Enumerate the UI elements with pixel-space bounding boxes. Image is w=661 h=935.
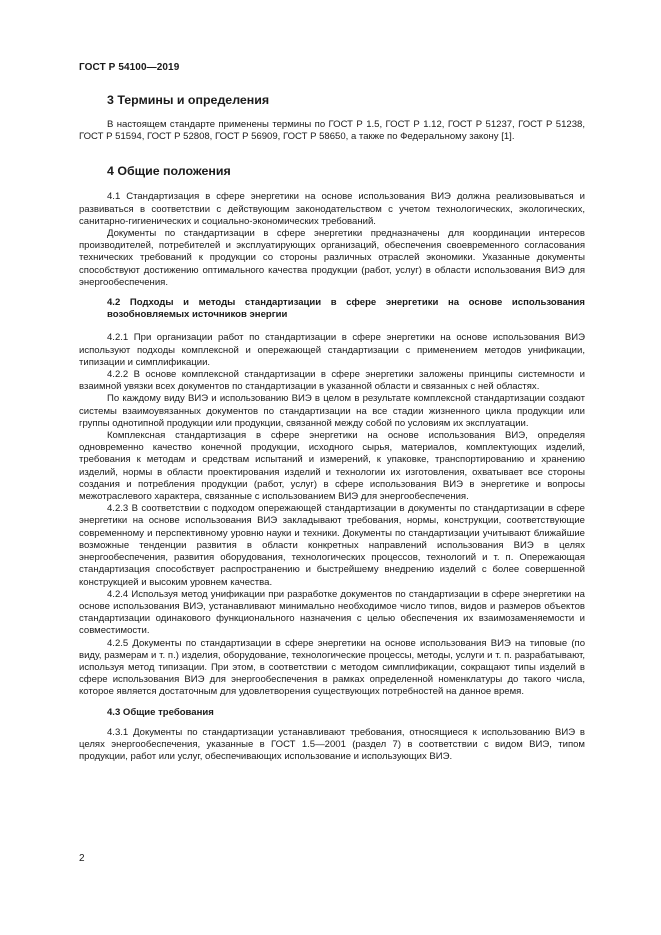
section-3-paragraph: В настоящем стандарте применены термины по ГОСТ Р 1.5, ГОСТ Р 1.12, ГОСТ Р 51237, ГОСТ Р 51238, ГОСТ Р 51594, ГОСТ Р 52808, ГОСТ Р 56909, ГОСТ Р 58650, а также по Федеральному закону [1]. xyxy=(79,119,585,143)
clause-4-2-2-paragraph-3: Комплексная стандартизация в сфере энергетики на основе использования ВИЭ, определяя одновременно качество конечной продукции, исходного сырья, материалов, комплектующих изделий, требования к методам и средствам испытаний и измерений, к упаковке, транспортированию и хранению изделий, нормы в области проектирования изделий и технологии их изготовления, охватывает все стороны создания и потребления продукции (работ, услуг) в сфере использования ВИЭ в энергетике и вопросы межотраслевого характера, связанные с использованием ВИЭ для энергообеспечения. xyxy=(79,430,585,503)
clause-4-2-5: 4.2.5 Документы по стандартизации в сфере энергетики на основе использования ВИЭ на типовые (по виду, размерам и т. п.) изделия, оборудование, технологические процессы, методы, услуги и т. п. разрабатывают, используя метод типизации. При этом, в соответствии с методом симплификации, сокращают типы изделий в сфере использования ВИЭ для энергообеспечения в рамках определенной номенклатуры до такого числа, которое является достаточным для удовлетворения существующих потребностей на данное время. xyxy=(79,637,585,698)
clause-4-2-1: 4.2.1 При организации работ по стандартизации в сфере энергетики на основе использования ВИЭ используют подходы комплексной и опережающей стандартизации с применением методов унификации, типизации и симплификации. xyxy=(79,332,585,368)
clause-4-1: 4.1 Стандартизация в сфере энергетики на основе использования ВИЭ должна реализовываться и развиваться в соответствии с действующим законодательством с учетом технологических, экологических, санитарно-гигиенических и социально-экономических требований. xyxy=(79,191,585,227)
page-number: 2 xyxy=(79,853,85,864)
document-header-code: ГОСТ Р 54100—2019 xyxy=(79,62,180,73)
clause-4-2-2: 4.2.2 В основе комплексной стандартизации в сфере энергетики заложены принципы системности и взаимной увязки всех документов по стандартизации в указанной области и связанных с ней областях. xyxy=(79,369,585,393)
clause-4-3-1: 4.3.1 Документы по стандартизации устанавливают требования, относящиеся к использованию ВИЭ в целях энергообеспечения, указанные в ГОСТ 1.5—2001 (раздел 7) в соответствии с видом ВИЭ, типом продукции, работ или услуг, обеспечивающих использование и использующих ВИЭ. xyxy=(79,726,585,763)
section-3-title: 3 Термины и определения xyxy=(107,93,270,107)
clause-4-2-3: 4.2.3 В соответствии с подходом опережающей стандартизации в документы по стандартизации в сфере энергетики на основе использования ВИЭ закладывают требования, нормы, конструкции, соответствующие современному и перспективному уровню науки и техники. Документы по стандартизации учитывают ближайшие возможные тенденции развития в области конкретных направлений использования ВИЭ в целях энергообеспечения, развития оборудования, технологических процессов, технологий и т. п. Опережающая стандартизация способствует распространению и быстрейшему внедрению изделий с более совершенной конструкцией и высоким уровнем качества. xyxy=(79,503,585,588)
document-body xyxy=(79,91,585,763)
subsection-4-3-title: 4.3 Общие требования xyxy=(107,706,214,718)
clause-4-2-2-paragraph-2: По каждому виду ВИЭ и использованию ВИЭ в целом в результате комплексной стандартизации создают системы взаимоувязанных документов по стандартизации на все стадии жизненного цикла продукции или группы однотипной продукции или продукции, связанной между собой по условиям их эксплуатации. xyxy=(79,393,585,429)
subsection-4-2-title: 4.2 Подходы и методы стандартизации в сфере энергетики на основе использования возобновляемых источников энергии xyxy=(107,297,585,321)
section-4-title: 4 Общие положения xyxy=(107,164,231,179)
clause-4-1-paragraph-2: Документы по стандартизации в сфере энергетики предназначены для координации интересов производителей, потребителей и эксплуатирующих организаций, обеспечения своевременного согласования технических требований к продукции со стороны различных отраслей экономики. Указанные документы способствуют достижению оптимального качества продукции (работ, услуг) в области использования ВИЭ для энергообеспечения. xyxy=(79,228,585,288)
clause-4-2-4: 4.2.4 Используя метод унификации при разработке документов по стандартизации в сфере энергетики на основе использования ВИЭ, устанавливают минимально необходимое число типов, видов и размеров объектов стандартизации одинакового функционального назначения с целью обеспечения их взаимозаменяемости и совместимости. xyxy=(79,588,585,637)
